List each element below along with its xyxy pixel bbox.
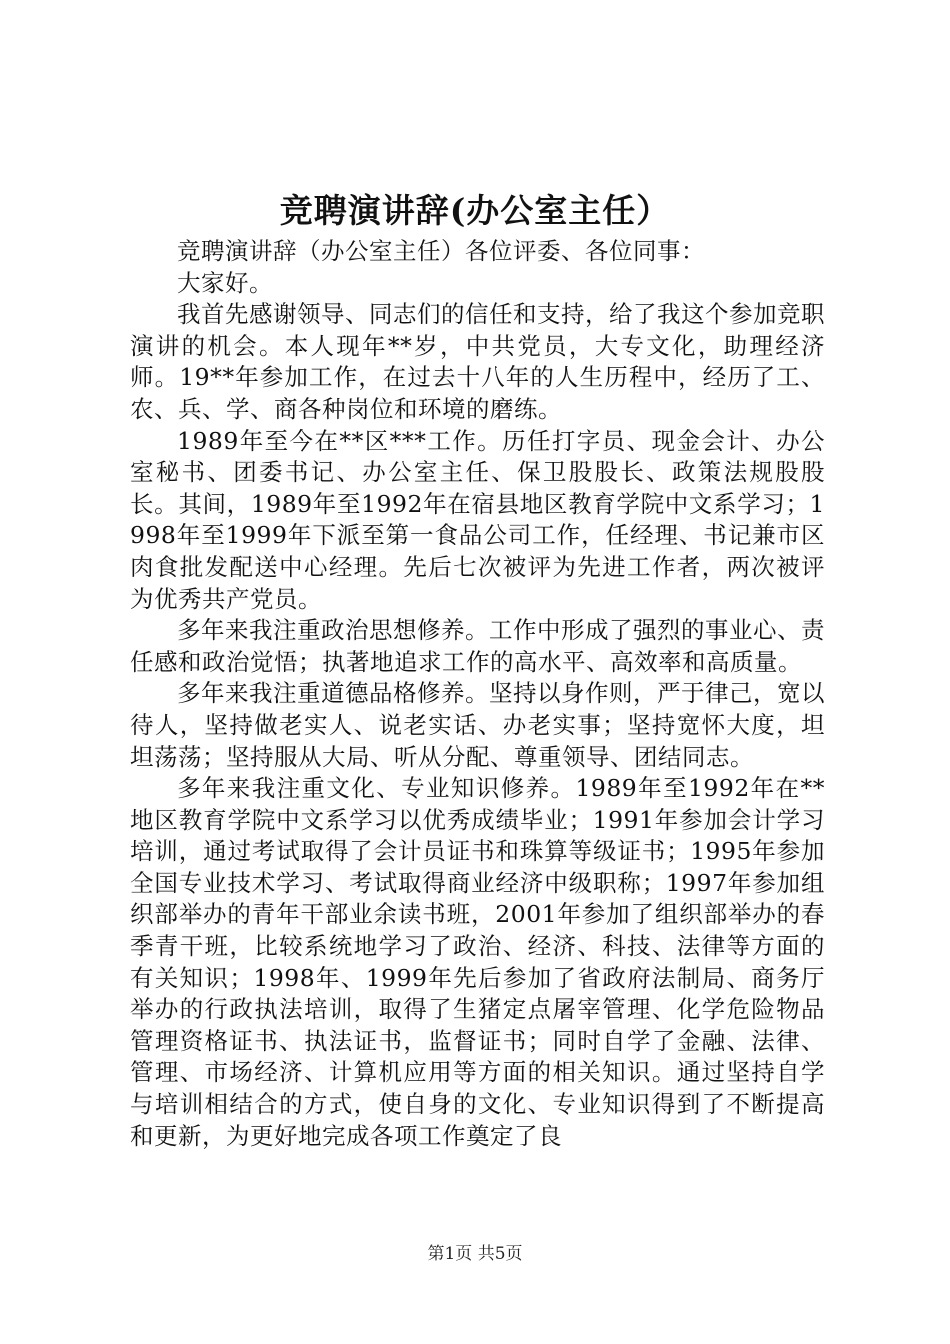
moral-cultivation-paragraph: 多年来我注重道德品格修养。坚持以身作则，严于律己，宽以待人，坚持做老实人、说老实话、办老实事；坚持宽怀大度，坦坦荡荡；坚持服从大局、听从分配、尊重领导、团结同志。 <box>130 679 825 771</box>
page-number-footer: 第1页 共5页 <box>427 1244 523 1264</box>
salutation-paragraph: 竞聘演讲辞（办公室主任）各位评委、各位同事： <box>177 237 705 265</box>
document-title: 竞聘演讲辞(办公室主任） <box>279 191 671 230</box>
introduction-paragraph: 我首先感谢领导、同志们的信任和支持，给了我这个参加竞职演讲的机会。本人现年**岁，中共党员，大专文化，助理经济师。19**年参加工作，在过去十八年的人生历程中，经历了工、农、兵、学、商各种岗位和环境的磨练。 <box>130 300 825 423</box>
work-history-paragraph: 1989年至今在**区***工作。历任打字员、现金会计、办公室秘书、团委书记、办公室主任、保卫股股长、政策法规股股长。其间，1989年至1992年在宿县地区教育学院中文系学习；1998年至1999年下派至第一食品公司工作，任经理、书记兼市区肉食批发配送中心经理。先后七次被评为先进工作者，两次被评为优秀共产党员。 <box>130 426 825 613</box>
political-cultivation-paragraph: 多年来我注重政治思想修养。工作中形成了强烈的事业心、责任感和政治觉悟；执著地追求工作的高水平、高效率和高质量。 <box>130 616 825 676</box>
document-body <box>130 236 825 1152</box>
professional-knowledge-paragraph: 多年来我注重文化、专业知识修养。1989年至1992年在**地区教育学院中文系学习以优秀成绩毕业；1991年参加会计学习培训，通过考试取得了会计员证书和珠算等级证书；1995年参加全国专业技术学习、考试取得商业经济中级职称；1997年参加组织部举办的青年干部业余读书班，2001年参加了组织部举办的春季青干班，比较系统地学习了政治、经济、科技、法律等方面的有关知识；1998年、1999年先后参加了省政府法制局、商务厅举办的行政执法培训，取得了生猪定点屠宰管理、化学危险物品管理资格证书、执法证书，监督证书；同时自学了金融、法律、管理、市场经济、计算机应用等方面的相关知识。通过坚持自学与培训相结合的方式，使自身的文化、专业知识得到了不断提高和更新，为更好地完成各项工作奠定了良 <box>130 774 825 1150</box>
greeting-paragraph: 大家好。 <box>177 268 273 297</box>
